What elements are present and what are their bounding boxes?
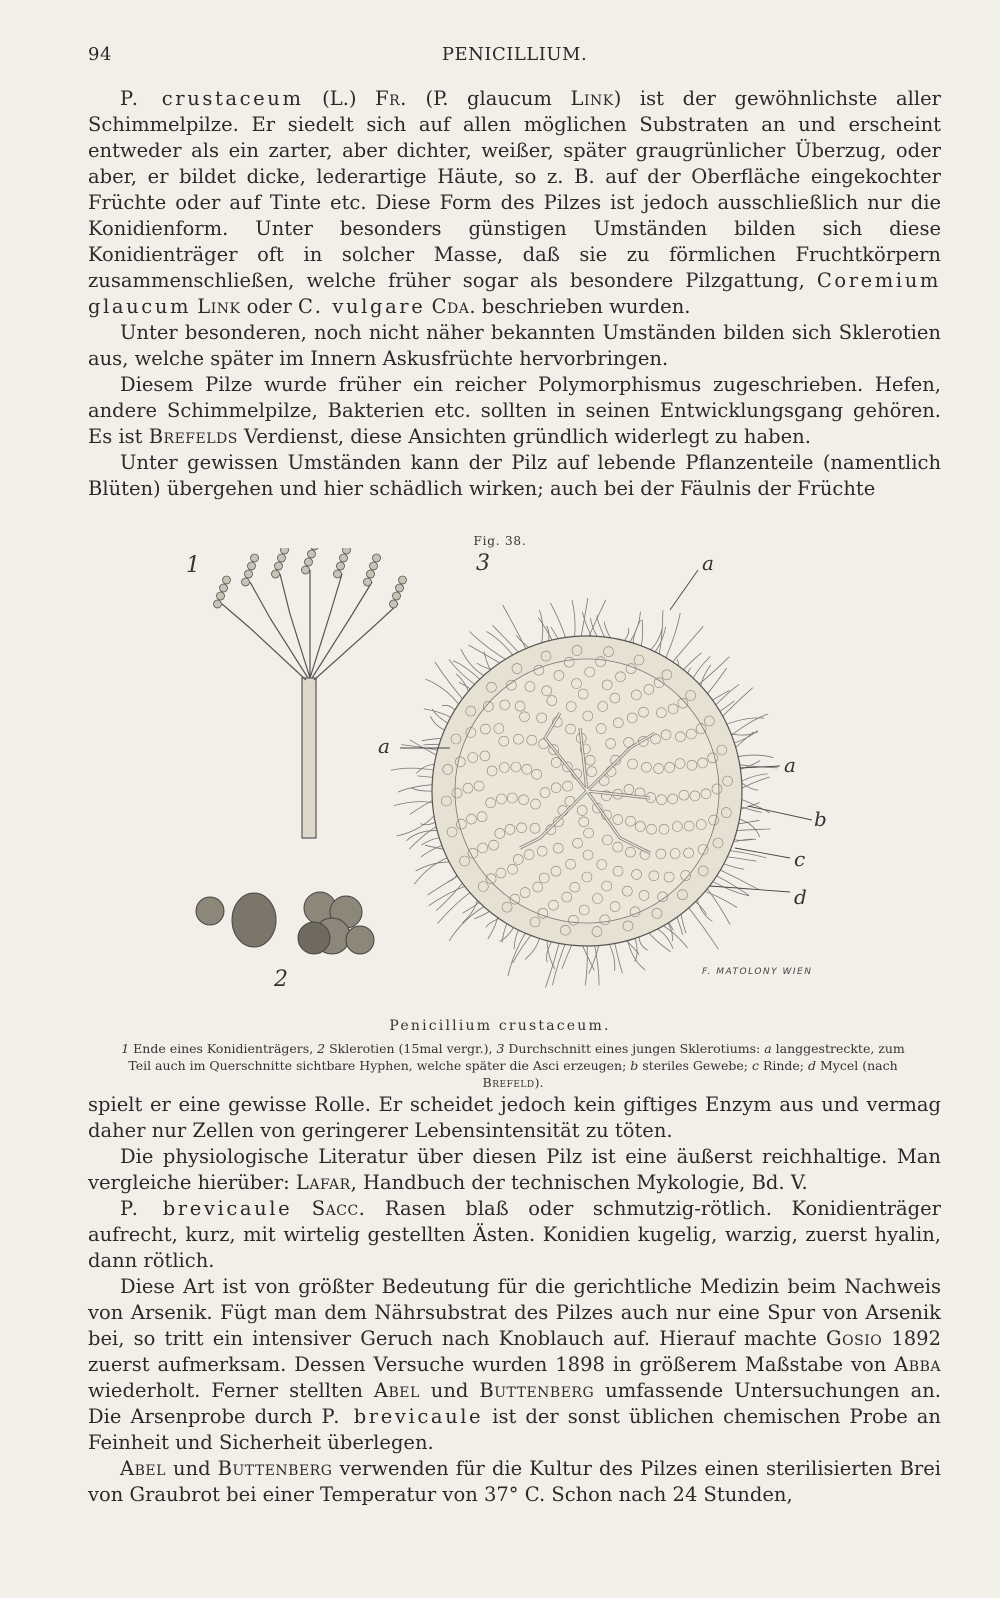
mycel-hypha: [722, 718, 764, 726]
mycel-hypha: [725, 850, 766, 858]
conidiophore-drawing: [222, 570, 398, 838]
paragraph-polymorphismus: Diesem Pilze wurde früher ein reicher Polymorphismus zugeschrieben. Hefen, andere Schimmelpilze, Bakterien etc. sollten in seinen Entwicklungsgang gehören. Es ist Brefelds Verdienst, diese Ansichten gründlich widerlegt zu haben.: [88, 373, 941, 448]
conidium: [390, 600, 398, 608]
mycel-hypha: [391, 768, 438, 771]
conidium: [308, 550, 316, 558]
label-a-left: a: [378, 734, 390, 758]
mycel-hypha: [394, 802, 438, 806]
label-b: b: [814, 807, 827, 831]
conidium: [248, 562, 256, 570]
mycel-hypha: [435, 662, 466, 703]
mycel-hypha: [550, 603, 567, 643]
artist-signature: F. MATOLONY WIEN: [702, 967, 813, 977]
figure-label: Fig. 38.: [473, 534, 527, 548]
label-a-right: a: [784, 753, 796, 777]
bottom-text: [88, 1092, 941, 1508]
page-number: 94: [88, 44, 112, 65]
label-a-top: a: [702, 551, 714, 575]
conidium: [278, 554, 286, 562]
label-d: d: [794, 885, 807, 909]
figure-penicillium: [150, 548, 850, 1008]
conidium: [251, 554, 259, 562]
conidium: [393, 592, 401, 600]
conidium: [242, 578, 250, 586]
figure-caption: 1 Ende eines Konidienträgers, 2 Sklerotien (15mal vergr.), 3 Durchschnitt eines jungen Sklerotiums: a langgestreckte, zum Teil auch im Querschnitte sichtbare Hyphen, welche später die Asci erzeugen; b steriles Gewebe; c Rinde; d Mycel (nach Brefeld).: [121, 1041, 905, 1090]
mycel-hypha: [449, 659, 479, 687]
paragraph-rolle: spielt er eine gewisse Rolle. Er scheidet jedoch kein giftiges Enzym aus und vermag daher nur Zellen von geringerer Lebensintensität zu töten.: [88, 1093, 941, 1142]
conidium: [337, 562, 345, 570]
conidium: [281, 548, 289, 554]
conidium: [334, 570, 342, 578]
conidium: [220, 584, 228, 592]
mycel-hypha: [664, 613, 680, 662]
mycel-hypha: [493, 625, 522, 656]
conidium: [217, 592, 225, 600]
paragraph-graubrot: Abel und Buttenberg verwenden für die Kultur des Pilzes einen sterilisierten Brei von Graubrot bei einer Temperatur von 37° C. Schon nach 24 Stunden,: [88, 1457, 941, 1506]
conidium: [305, 558, 313, 566]
conidium: [373, 554, 381, 562]
sclerotium-section: [391, 598, 778, 988]
conidium: [272, 570, 280, 578]
conidium: [275, 562, 283, 570]
conidium: [364, 578, 372, 586]
mycel-hypha: [436, 879, 466, 910]
paragraph-pflanzenteile: Unter gewissen Umständen kann der Pilz auf lebende Pflanzenteile (namentlich Blüten) übergehen und hier schädlich wirken; auch bei der Fäulnis der Früchte: [88, 451, 941, 500]
top-text: [88, 86, 941, 502]
conidium: [223, 576, 231, 584]
mycel-hypha: [416, 862, 455, 871]
conidium: [302, 566, 310, 574]
label-c: c: [794, 847, 806, 871]
conidium: [245, 570, 253, 578]
figure-number-2: 2: [274, 967, 288, 992]
mycel-hypha: [428, 874, 462, 895]
mycel-hypha: [719, 688, 753, 720]
figure-number-3: 3: [476, 551, 490, 576]
sclerotia-drawing: [196, 892, 374, 954]
figure-number-1: 1: [186, 553, 200, 578]
mycel-hypha: [572, 600, 575, 641]
mycel-hypha: [670, 626, 704, 666]
conidium: [396, 584, 404, 592]
mycel-hypha: [733, 755, 773, 758]
mycel-hypha: [429, 885, 470, 906]
mycel-hypha: [585, 941, 587, 986]
conidium: [214, 600, 222, 608]
mycel-hypha: [426, 679, 462, 708]
paragraph-literatur: Die physiologische Literatur über diesen Pilz ist eine äußerst reichhaltige. Man vergleiche hierüber: Lafar, Handbuch der technischen Mykologie, Bd. V.: [88, 1145, 941, 1194]
paragraph-sklerotien: Unter besonderen, noch nicht näher bekannten Umständen bilden sich Sklerotien aus, welche später im Innern Askusfrüchte hervorbringen.: [88, 321, 941, 370]
caption-title: Penicillium crustaceum.: [389, 1018, 611, 1034]
conidium: [399, 576, 407, 584]
mycel-hypha: [508, 929, 528, 976]
mycel-hypha: [503, 605, 528, 653]
paragraph-brevicaule: P. brevicaule Sacc. Rasen blaß oder schmutzig-rötlich. Konidienträger aufrecht, kurz, mit wirtelig gestellten Ästen. Konidien kugelig, warzig, zuerst hyalin, dann rötlich.: [88, 1197, 941, 1272]
paragraph-crustaceum: P. crustaceum (L.) Fr. (P. glaucum Link) ist der gewöhnlichste aller Schimmelpilze. Er siedelt sich auf allen möglichen Substraten an und erscheint entweder als ein zarter, aber dichter, weißer, später graugrünlicher Überzug, oder aber, er bildet dicke, lederartige Häute, so z. B. auf der Oberfläche eingekochter Früchte oder auf Tinte etc. Diese Form des Pilzes ist jedoch ausschließlich nur die Konidienform. Unter besonders günstigen Umständen bilden sich diese Konidienträger oft in solcher Masse, daß sie zu förmlichen Fruchtkörpern zusammenschließen, welche früher sogar als besondere Pilzgattung, Coremium glaucum Link oder C. vulgare Cda. beschrieben wurden.: [88, 87, 942, 318]
conidium: [340, 554, 348, 562]
conidium: [370, 562, 378, 570]
paragraph-arsenik: Diese Art ist von größter Bedeutung für die gerichtliche Medizin beim Nachweis von Arsenik. Fügt man dem Nährsubstrat des Pilzes auch nur eine Spur von Arsenik bei, so tritt ein intensiver Geruch nach Knoblauch auf. Hierauf machte Gosio 1892 zuerst aufmerksam. Dessen Versuche wurden 1898 in größerem Maßstabe von Abba wiederholt. Ferner stellten Abel und Buttenberg umfassende Untersuchungen an. Die Arsenprobe durch P. brevicaule ist der sonst üblichen chemischen Probe an Feinheit und Sicherheit überlegen.: [88, 1275, 941, 1454]
page-header: [88, 44, 941, 74]
running-title: PENICILLIUM.: [441, 44, 588, 65]
mycel-hypha: [414, 856, 452, 884]
conidium: [343, 548, 351, 554]
conidium: [367, 570, 375, 578]
